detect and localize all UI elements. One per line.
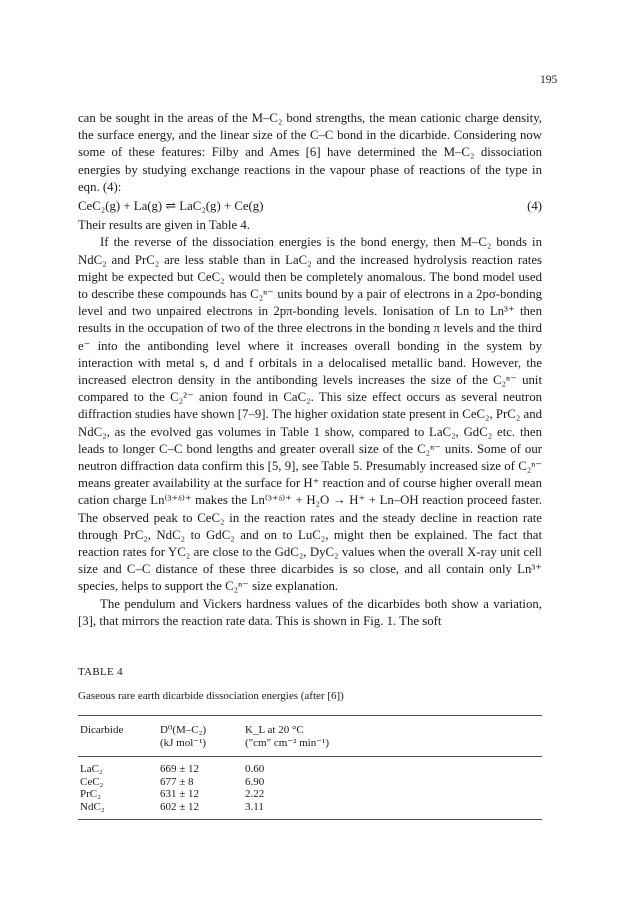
table-body: [78, 757, 542, 819]
table-row: [78, 763, 542, 776]
table-4: [78, 715, 542, 820]
header-dissociation-energy: [160, 724, 245, 750]
cell-d0: 631 ± 12: [160, 788, 200, 801]
cell-kl: 0.60: [245, 763, 265, 775]
cell-dicarbide: LaC₂: [80, 763, 103, 775]
table-bottom-rule: [78, 819, 542, 820]
paragraph-1: can be sought in the areas of the M–C₂ bond strengths, the mean cationic charge density, the surface energy, and the linear size of the C–C bond in the dicarbide. Considering now some of these features: Filby and Ames [6] have determined the M–C₂ dissociation energies by studying exchange reactions in the vapour phase of reactions of the type in eqn. (4):: [78, 111, 542, 194]
table-header: [78, 716, 542, 756]
header-kl-unit: ("cm" cm⁻² min⁻¹): [245, 737, 330, 749]
paragraph-2: Their results are given in Table 4.: [78, 218, 250, 233]
table-row: [78, 776, 542, 789]
cell-dicarbide: PrC₂: [80, 788, 101, 801]
cell-kl: 6.90: [245, 775, 265, 788]
header-d0-name: D⁰(M–C₂): [160, 724, 207, 736]
page-number: 195: [540, 74, 558, 86]
table-label: TABLE 4: [78, 666, 123, 678]
equation-4: [78, 198, 542, 215]
paragraph-4: The pendulum and Vickers hardness values of the dicarbides both show a variation, [3], that mirrors the reaction rate data. This is shown in Fig. 1. The soft: [78, 596, 542, 628]
equation-number: (4): [527, 199, 542, 214]
cell-kl: 3.11: [245, 800, 264, 813]
header-kl-name: K_L at 20 °C: [245, 724, 304, 736]
header-kl: [245, 724, 405, 750]
cell-dicarbide: CeC₂: [80, 775, 104, 788]
table-caption: Gaseous rare earth dicarbide dissociation energies (after [6]): [78, 690, 344, 702]
header-dicarbide: Dicarbide: [80, 724, 124, 736]
equation-text: CeC₂(g) + La(g) ⇌ LaC₂(g) + Ce(g): [78, 199, 264, 214]
cell-d0: 602 ± 12: [160, 800, 200, 813]
body-text: [78, 110, 542, 630]
header-d0-unit: (kJ mol⁻¹): [160, 737, 207, 749]
table-row: [78, 788, 542, 801]
cell-dicarbide: NdC₂: [80, 800, 105, 813]
cell-d0: 677 ± 8: [160, 775, 194, 788]
paragraph-3: If the reverse of the dissociation energies is the bond energy, then M–C₂ bonds in NdC₂ and PrC₂ are less stable than in LaC₂ and the increased hydrolysis reaction rates might be expected but CeC₂ would then be completely anomalous. The bond model used to describe these compounds has C₂ⁿ⁻ units bound by a pair of electrons in a 2pσ-bonding level and two unpaired electrons in 2pπ-bonding levels. Ionisation of Ln to Ln³⁺ then results in the occupation of two of the three electrons in the bonding π levels and the third e⁻ into the antibonding level where it increases overall bonding in the system by interaction with metal s, d and f orbitals in a delocalised metallic band. However, the increased electron density in the antibonding levels increases the size of the C₂ⁿ⁻ unit compared to the C₂²⁻ anion found in CaC₂. This size effect occurs as several neutron diffraction studies have shown [7–9]. The higher oxidation state present in CeC₂, PrC₂ and NdC₂, as the evolved gas volumes in Table 1 show, compared to LaC₂, GdC₂ etc. then leads to longer C–C bond lengths and greater overall size of the C₂ⁿ⁻ units. Some of our neutron diffraction data confirm this [5, 9], see Table 5. Presumably increased size of C₂ⁿ⁻ means greater availability at the surface for H⁺ reaction and of course higher overall mean cation charge Ln⁽³⁺ᵟ⁾⁺ makes the Ln⁽³⁺ᵟ⁾⁺ + H₂O → H⁺ + Ln–OH reaction proceed faster. The observed peak to CeC₂ in the reaction rates and the steady decline in reaction rate through PrC₂, NdC₂ to GdC₂ and on to LuC₂, might then be explained. The fact that reaction rates for YC₂ are close to the GdC₂, DyC₂ values when the overall X-ray unit cell size and C–C distance of these three dicarbides is so close, and all contain only Ln³⁺ species, helps to support the C₂ⁿ⁻ size explanation.: [78, 235, 542, 594]
cell-kl: 2.22: [245, 788, 265, 801]
cell-d0: 669 ± 12: [160, 763, 200, 775]
table-row: [78, 801, 542, 814]
